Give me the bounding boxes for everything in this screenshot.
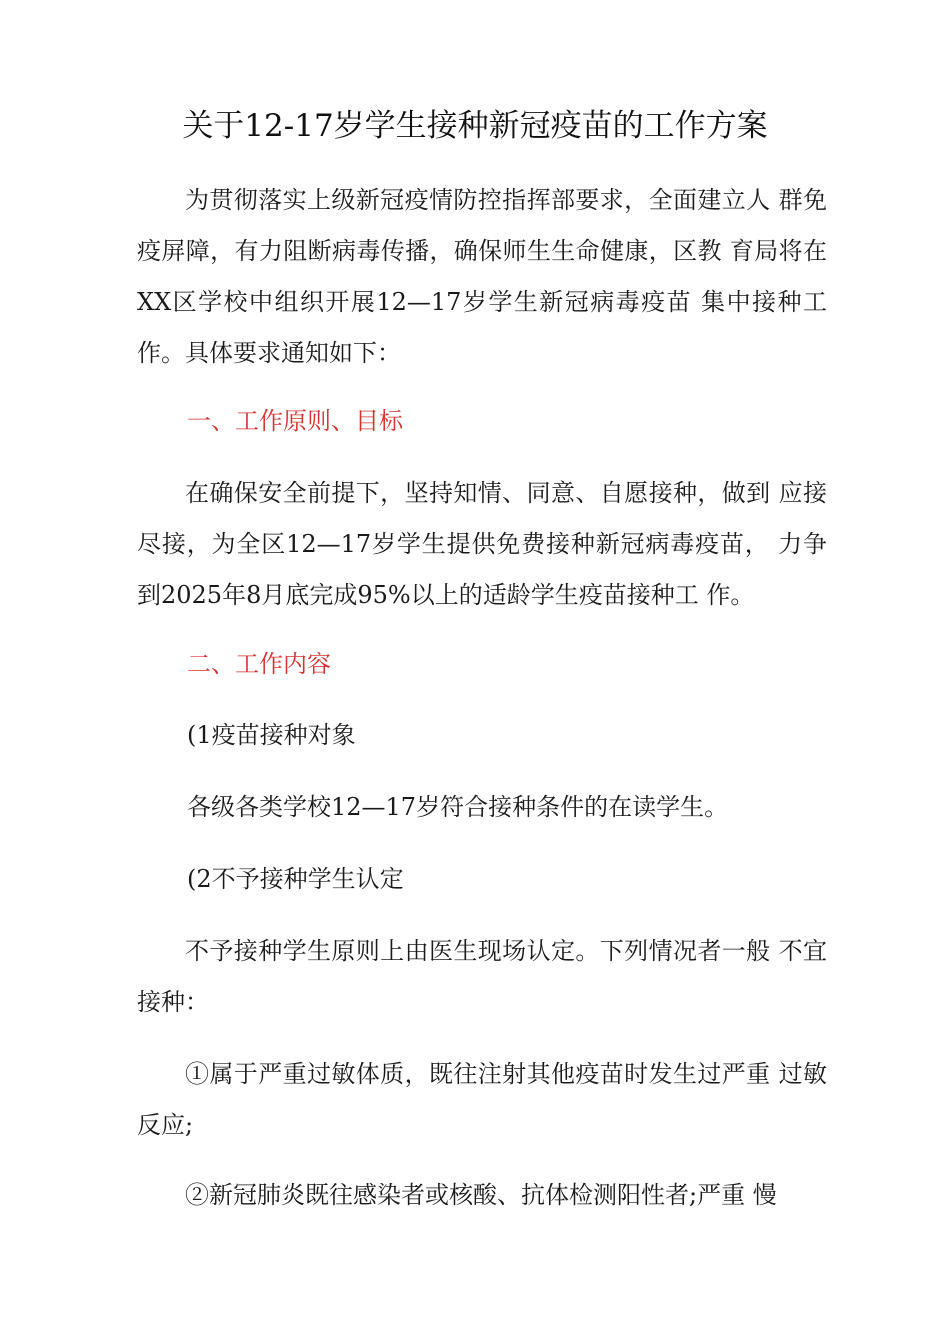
- condition-item-1: ①属于严重过敏体质，既往注射其他疫苗时发生过严重 过敏反应;: [137, 1060, 827, 1139]
- document-title: 关于12-17岁学生接种新冠疫苗的工作方案: [182, 108, 768, 144]
- item-body-vaccination-target: 各级各类学校12—17岁符合接种条件的在读学生。: [187, 793, 729, 821]
- section-heading-content: 二、工作内容: [187, 650, 331, 678]
- principles-paragraph: 在确保安全前提下，坚持知情、同意、自愿接种，做到 应接尽接，为全区12—17岁学生提供免费接种新冠病毒疫苗， 力争到2025年8月底完成95%以上的适龄学生疫苗接种工 作。: [137, 479, 827, 609]
- exemption-paragraph: 不予接种学生原则上由医生现场认定。下列情况者一般 不宜接种：: [137, 937, 827, 1016]
- intro-paragraph: 为贯彻落实上级新冠疫情防控指挥部要求，全面建立人 群免疫屏障，有力阻断病毒传播，确保师生生命健康，区教 育局将在XX区学校中组织开展12—17岁学生新冠病毒疫苗 集中接种工作。具体要求通知如下：: [137, 186, 827, 367]
- section-heading-principles: 一、工作原则、目标: [187, 407, 403, 435]
- condition-item-2: ②新冠肺炎既往感染者或核酸、抗体检测阳性者;严重 慢: [185, 1181, 777, 1209]
- item-title-exemption: (2不予接种学生认定: [187, 865, 404, 893]
- item-title-vaccination-target: (1疫苗接种对象: [187, 721, 356, 749]
